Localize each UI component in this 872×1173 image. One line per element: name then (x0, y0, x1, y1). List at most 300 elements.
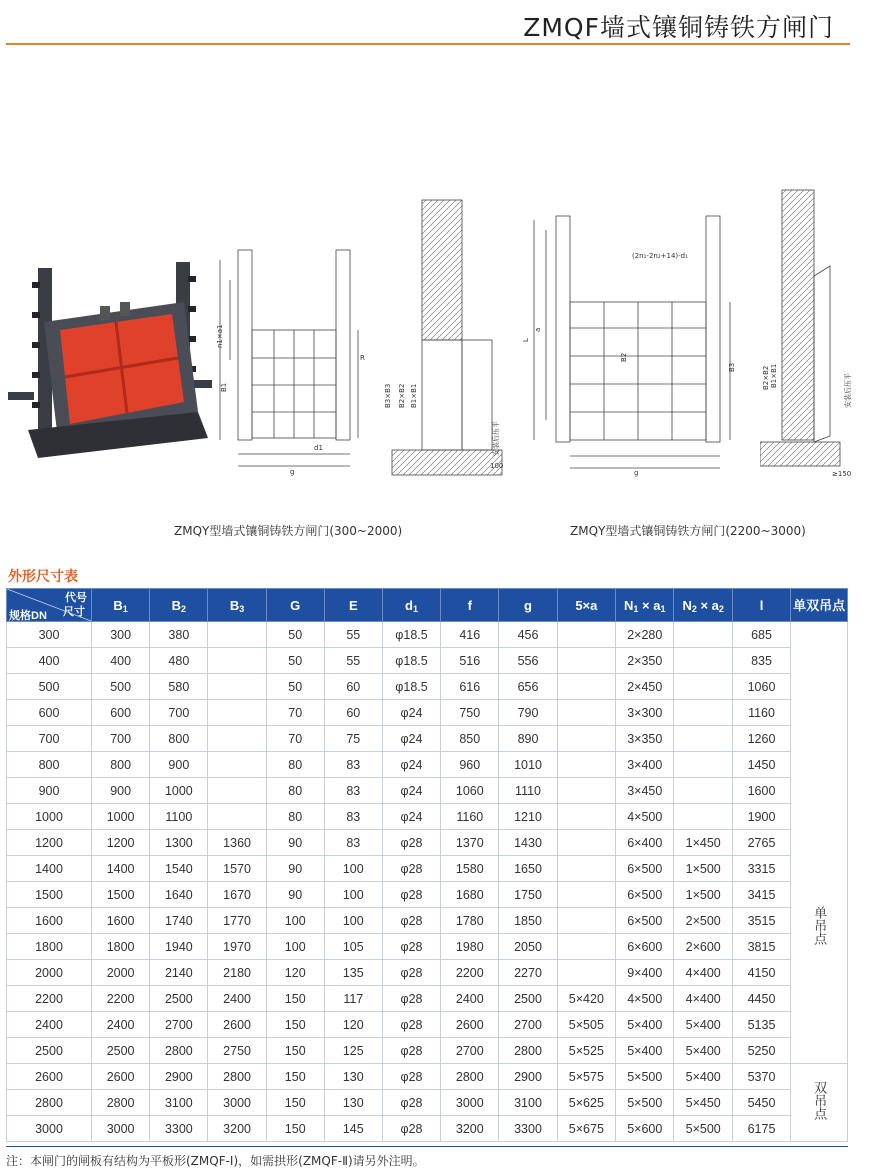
table-cell: 2800 (150, 1038, 208, 1064)
table-cell: 1980 (441, 934, 499, 960)
table-cell: 1970 (208, 934, 266, 960)
cell-spec: 400 (7, 648, 92, 674)
table-cell: 700 (150, 700, 208, 726)
table-cell: 1750 (499, 882, 557, 908)
double-hang-label: 双吊点 (812, 1081, 828, 1120)
table-cell: 4×400 (674, 986, 732, 1012)
table-cell (208, 648, 266, 674)
table-cell: 2800 (92, 1090, 150, 1116)
table-cell: 117 (324, 986, 382, 1012)
table-cell: 70 (266, 700, 324, 726)
table-cell: φ24 (382, 752, 440, 778)
table-cell: 1×500 (674, 856, 732, 882)
table-cell: 5×500 (616, 1090, 674, 1116)
table-cell: 1100 (150, 804, 208, 830)
table-cell (557, 882, 615, 908)
table-cell: 55 (324, 622, 382, 648)
table-cell: 70 (266, 726, 324, 752)
table-row (7, 830, 848, 856)
table-cell: 90 (266, 882, 324, 908)
table-cell (557, 830, 615, 856)
table-cell: 1740 (150, 908, 208, 934)
table-cell: 80 (266, 778, 324, 804)
table-cell: 6×500 (616, 882, 674, 908)
table-row (7, 1090, 848, 1116)
table-cell: φ28 (382, 934, 440, 960)
table-cell: 416 (441, 622, 499, 648)
table-cell: 5×625 (557, 1090, 615, 1116)
table-row (7, 622, 848, 648)
table-cell: 750 (441, 700, 499, 726)
table-cell: 2400 (92, 1012, 150, 1038)
table-cell: 4150 (732, 960, 790, 986)
table-row (7, 960, 848, 986)
table-cell: 150 (266, 1038, 324, 1064)
table-cell: 3100 (499, 1090, 557, 1116)
table-cell: 5×600 (616, 1116, 674, 1142)
svg-text:B3: B3 (728, 362, 736, 372)
table-cell: 2765 (732, 830, 790, 856)
table-cell: 1210 (499, 804, 557, 830)
footnote: 注：本闸门的闸板有结构为平板形(ZMQF-Ⅰ)，如需拱形(ZMQF-Ⅱ)请另外注明。 (6, 1154, 425, 1168)
svg-text:n1×a1: n1×a1 (216, 324, 224, 348)
table-cell: 3200 (441, 1116, 499, 1142)
table-row (7, 674, 848, 700)
table-cell: 5×575 (557, 1064, 615, 1090)
section-title: 外形尺寸表 (8, 569, 78, 585)
table-cell: 2500 (92, 1038, 150, 1064)
table-cell: 5×675 (557, 1116, 615, 1142)
table-cell: 1600 (92, 908, 150, 934)
single-hang-cell (791, 622, 848, 1064)
table-cell: 2750 (208, 1038, 266, 1064)
table-cell: 2270 (499, 960, 557, 986)
col-header-n1a1: $N_1 \times a_1$ (616, 589, 674, 622)
table-cell: 2800 (499, 1038, 557, 1064)
cell-spec: 1400 (7, 856, 92, 882)
table-cell: 480 (150, 648, 208, 674)
table-cell: 960 (441, 752, 499, 778)
table-cell: 1500 (92, 882, 150, 908)
table-cell: 3000 (92, 1116, 150, 1142)
table-cell: 1540 (150, 856, 208, 882)
table-cell (674, 752, 732, 778)
table-cell: 1160 (732, 700, 790, 726)
svg-text:R: R (360, 354, 365, 362)
table-cell: 1640 (150, 882, 208, 908)
table-cell: φ24 (382, 778, 440, 804)
cell-spec: 800 (7, 752, 92, 778)
table-cell: 4×500 (616, 804, 674, 830)
table-cell: 2000 (92, 960, 150, 986)
table-cell: 2700 (150, 1012, 208, 1038)
table-cell: 800 (92, 752, 150, 778)
table-cell: φ24 (382, 804, 440, 830)
table-cell: φ18.5 (382, 648, 440, 674)
table-cell: 50 (266, 674, 324, 700)
table-cell: 5×400 (674, 1038, 732, 1064)
table-cell (557, 648, 615, 674)
side-view-small-drawing (382, 190, 512, 480)
table-row (7, 908, 848, 934)
table-cell: 150 (266, 986, 324, 1012)
table-cell: φ28 (382, 1012, 440, 1038)
col-header-g: G (266, 589, 324, 622)
table-cell: 616 (441, 674, 499, 700)
table-cell: 1060 (732, 674, 790, 700)
table-cell: 600 (92, 700, 150, 726)
table-cell: 100 (324, 856, 382, 882)
table-cell: 100 (324, 882, 382, 908)
table-cell: 2140 (150, 960, 208, 986)
table-cell (674, 700, 732, 726)
table-cell: 2200 (441, 960, 499, 986)
table-cell: 1000 (150, 778, 208, 804)
table-cell (674, 674, 732, 700)
table-cell: 2050 (499, 934, 557, 960)
table-cell (208, 674, 266, 700)
table-cell: φ28 (382, 1116, 440, 1142)
cell-spec: 2500 (7, 1038, 92, 1064)
svg-text:g: g (634, 469, 639, 477)
table-cell: 1770 (208, 908, 266, 934)
table-cell: 1780 (441, 908, 499, 934)
table-cell (557, 726, 615, 752)
col-header-e: E (324, 589, 382, 622)
cell-spec: 500 (7, 674, 92, 700)
table-row (7, 1064, 848, 1090)
table-cell: 75 (324, 726, 382, 752)
table-cell: 2×350 (616, 648, 674, 674)
table-cell: 4450 (732, 986, 790, 1012)
table-cell: 2500 (150, 986, 208, 1012)
cell-spec: 300 (7, 622, 92, 648)
table-cell: 150 (266, 1090, 324, 1116)
table-cell: 90 (266, 856, 324, 882)
table-cell: 4×500 (616, 986, 674, 1012)
table-cell: 2900 (499, 1064, 557, 1090)
cell-spec: 1600 (7, 908, 92, 934)
cell-spec: 2400 (7, 1012, 92, 1038)
table-cell: 2×450 (616, 674, 674, 700)
table-row (7, 1038, 848, 1064)
table-cell: 6×600 (616, 934, 674, 960)
table-cell: 1680 (441, 882, 499, 908)
table-cell: 5×400 (674, 1012, 732, 1038)
page-title: ZMQF墙式镶铜铸铁方闸门 (523, 13, 834, 42)
table-cell: 50 (266, 648, 324, 674)
table-row (7, 986, 848, 1012)
table-cell: 60 (324, 700, 382, 726)
table-cell: 3×400 (616, 752, 674, 778)
table-cell: φ28 (382, 960, 440, 986)
cell-spec: 2000 (7, 960, 92, 986)
table-cell: 83 (324, 804, 382, 830)
table-cell: 80 (266, 752, 324, 778)
table-cell: 400 (92, 648, 150, 674)
table-row (7, 726, 848, 752)
table-cell (557, 752, 615, 778)
table-cell: 556 (499, 648, 557, 674)
table-body (7, 622, 848, 1142)
table-cell: 4×400 (674, 960, 732, 986)
single-hang-label: 单吊点 (812, 906, 828, 945)
table-cell: 6×400 (616, 830, 674, 856)
table-row (7, 752, 848, 778)
col-header-5a: 5×a (557, 589, 615, 622)
svg-text:d1: d1 (314, 444, 323, 452)
table-cell: 850 (441, 726, 499, 752)
table-cell (674, 622, 732, 648)
table-cell: 105 (324, 934, 382, 960)
table-cell: 1300 (150, 830, 208, 856)
cell-spec: 1000 (7, 804, 92, 830)
table-cell (208, 622, 266, 648)
table-cell (557, 700, 615, 726)
svg-text:B2: B2 (620, 352, 628, 362)
corner-header (7, 589, 92, 622)
table-cell: 1160 (441, 804, 499, 830)
table-cell: 1×500 (674, 882, 732, 908)
table-cell: 3100 (150, 1090, 208, 1116)
table-cell: 55 (324, 648, 382, 674)
front-view-large-drawing (520, 210, 750, 480)
table-cell: 900 (92, 778, 150, 804)
svg-text:L: L (522, 338, 530, 342)
cell-spec: 3000 (7, 1116, 92, 1142)
table-cell: 120 (324, 1012, 382, 1038)
table-cell: φ28 (382, 882, 440, 908)
table-header-row (7, 589, 848, 622)
caption-left: ZMQY型墙式镶铜铸铁方闸门(300~2000) (174, 524, 403, 538)
table-cell: 2400 (208, 986, 266, 1012)
table-cell: 5135 (732, 1012, 790, 1038)
table-cell: 5×420 (557, 986, 615, 1012)
cell-spec: 900 (7, 778, 92, 804)
col-header-b3: $B_3$ (208, 589, 266, 622)
table-cell: 1580 (441, 856, 499, 882)
caption-right: ZMQY型墙式镶铜铸铁方闸门(2200~3000) (570, 524, 806, 538)
table-cell: 1850 (499, 908, 557, 934)
table-row (7, 882, 848, 908)
table-cell: φ28 (382, 908, 440, 934)
table-cell: 1650 (499, 856, 557, 882)
table-row (7, 1116, 848, 1142)
table-cell: 1×450 (674, 830, 732, 856)
table-cell: 1260 (732, 726, 790, 752)
table-cell (208, 804, 266, 830)
table-cell: 2×600 (674, 934, 732, 960)
cell-spec: 2800 (7, 1090, 92, 1116)
table-cell (557, 908, 615, 934)
table-cell: φ28 (382, 1064, 440, 1090)
table-cell: 500 (92, 674, 150, 700)
table-cell: 50 (266, 622, 324, 648)
table-cell: 83 (324, 752, 382, 778)
table-row (7, 856, 848, 882)
table-cell: 3815 (732, 934, 790, 960)
table-cell (557, 778, 615, 804)
table-cell: 5×400 (674, 1064, 732, 1090)
table-cell: φ18.5 (382, 674, 440, 700)
title-divider (6, 43, 850, 45)
table-cell: 9×400 (616, 960, 674, 986)
col-header-hang: 单双吊点 (791, 589, 848, 622)
table-cell: 3300 (499, 1116, 557, 1142)
table-row (7, 804, 848, 830)
table-cell (557, 674, 615, 700)
table-cell: 516 (441, 648, 499, 674)
svg-text:g: g (290, 468, 295, 476)
cell-spec: 600 (7, 700, 92, 726)
table-cell (208, 700, 266, 726)
cell-spec: 2200 (7, 986, 92, 1012)
table-cell: 2900 (150, 1064, 208, 1090)
table-cell (557, 934, 615, 960)
table-cell: φ28 (382, 856, 440, 882)
table-cell: 6×500 (616, 908, 674, 934)
table-cell: 5×400 (616, 1038, 674, 1064)
table-cell: 125 (324, 1038, 382, 1064)
table-cell: 1000 (92, 804, 150, 830)
col-header-b2: $B_2$ (150, 589, 208, 622)
table-cell: 90 (266, 830, 324, 856)
bolt-formula-label: (2n₁-2n₂+14)-d₁ (632, 252, 688, 260)
table-cell: 1360 (208, 830, 266, 856)
cell-spec: 1500 (7, 882, 92, 908)
col-header-d1: $d_1$ (382, 589, 440, 622)
side-view-large-drawing (760, 186, 860, 482)
table-cell: 6175 (732, 1116, 790, 1142)
dim-150-label: ≥150 (832, 470, 852, 478)
table-cell: 2600 (208, 1012, 266, 1038)
table-cell: φ28 (382, 986, 440, 1012)
table-cell: 2180 (208, 960, 266, 986)
table-cell: 5×500 (616, 1064, 674, 1090)
table-cell (208, 726, 266, 752)
table-cell (557, 804, 615, 830)
table-cell: 3300 (150, 1116, 208, 1142)
table-cell: 2700 (441, 1038, 499, 1064)
table-row (7, 778, 848, 804)
table-cell: 1430 (499, 830, 557, 856)
gate-photo (8, 262, 212, 458)
table-cell (674, 726, 732, 752)
table-cell: 100 (324, 908, 382, 934)
table-cell: 130 (324, 1064, 382, 1090)
table-cell (208, 752, 266, 778)
table-cell: 3515 (732, 908, 790, 934)
table-cell: 1570 (208, 856, 266, 882)
table-cell: 790 (499, 700, 557, 726)
install-face-label: 安装后压平 (492, 421, 500, 456)
table-cell (674, 778, 732, 804)
table-cell: 656 (499, 674, 557, 700)
table-cell: φ28 (382, 1038, 440, 1064)
table-cell: φ24 (382, 700, 440, 726)
table-cell: 5450 (732, 1090, 790, 1116)
table-cell: 100 (266, 934, 324, 960)
table-cell: φ28 (382, 830, 440, 856)
table-cell (674, 804, 732, 830)
table-cell: 2600 (441, 1012, 499, 1038)
table-cell: 150 (266, 1064, 324, 1090)
table-cell: 1450 (732, 752, 790, 778)
table-cell: 1800 (92, 934, 150, 960)
table-bottom-rule (6, 1146, 848, 1147)
table-row (7, 700, 848, 726)
table-cell: 83 (324, 778, 382, 804)
table-cell: 120 (266, 960, 324, 986)
table-row (7, 648, 848, 674)
table-cell: 3000 (208, 1090, 266, 1116)
col-header-l: l (732, 589, 790, 622)
table-cell: 900 (150, 752, 208, 778)
table-row (7, 1012, 848, 1038)
table-cell: 380 (150, 622, 208, 648)
table-cell: 700 (92, 726, 150, 752)
table-cell: 2800 (208, 1064, 266, 1090)
table-cell: 456 (499, 622, 557, 648)
table-cell: 580 (150, 674, 208, 700)
dim-100-label: 100 (490, 462, 504, 470)
table-cell: 5×525 (557, 1038, 615, 1064)
table-cell: 300 (92, 622, 150, 648)
table-cell: 2×280 (616, 622, 674, 648)
table-cell (557, 960, 615, 986)
table-cell: 2500 (499, 986, 557, 1012)
svg-text:B1×B1: B1×B1 (410, 383, 418, 408)
double-hang-cell (791, 1064, 848, 1142)
corner-spec: 规格DN (9, 610, 47, 622)
table-cell: 1110 (499, 778, 557, 804)
table-cell: 3200 (208, 1116, 266, 1142)
front-view-small-drawing (214, 240, 374, 476)
table-cell: 6×500 (616, 856, 674, 882)
table-cell: 1060 (441, 778, 499, 804)
table-cell: 83 (324, 830, 382, 856)
table-cell: 5370 (732, 1064, 790, 1090)
table-cell: 2×500 (674, 908, 732, 934)
col-header-n2a2: $N_2 \times a_2$ (674, 589, 732, 622)
table-cell: 5×400 (616, 1012, 674, 1038)
table-cell: 1670 (208, 882, 266, 908)
table-cell: 1200 (92, 830, 150, 856)
table-row (7, 934, 848, 960)
table-cell: φ28 (382, 1090, 440, 1116)
table-cell: 1370 (441, 830, 499, 856)
table-cell: 80 (266, 804, 324, 830)
table-cell: 1400 (92, 856, 150, 882)
table-cell: 135 (324, 960, 382, 986)
table-cell: 150 (266, 1012, 324, 1038)
table-cell (557, 622, 615, 648)
table-cell: 3×450 (616, 778, 674, 804)
table-cell: 3315 (732, 856, 790, 882)
table-cell: 1900 (732, 804, 790, 830)
table-cell: 5×505 (557, 1012, 615, 1038)
cell-spec: 2600 (7, 1064, 92, 1090)
col-header-g-lower: g (499, 589, 557, 622)
svg-text:B2×B2: B2×B2 (398, 383, 406, 408)
svg-text:B1: B1 (220, 382, 228, 392)
svg-text:B1×B1: B1×B1 (770, 363, 778, 388)
svg-text:B3×B3: B3×B3 (384, 383, 392, 408)
svg-text:B2×B2: B2×B2 (762, 365, 770, 390)
table-cell: 2200 (92, 986, 150, 1012)
table-cell: 5×450 (674, 1090, 732, 1116)
cell-spec: 700 (7, 726, 92, 752)
